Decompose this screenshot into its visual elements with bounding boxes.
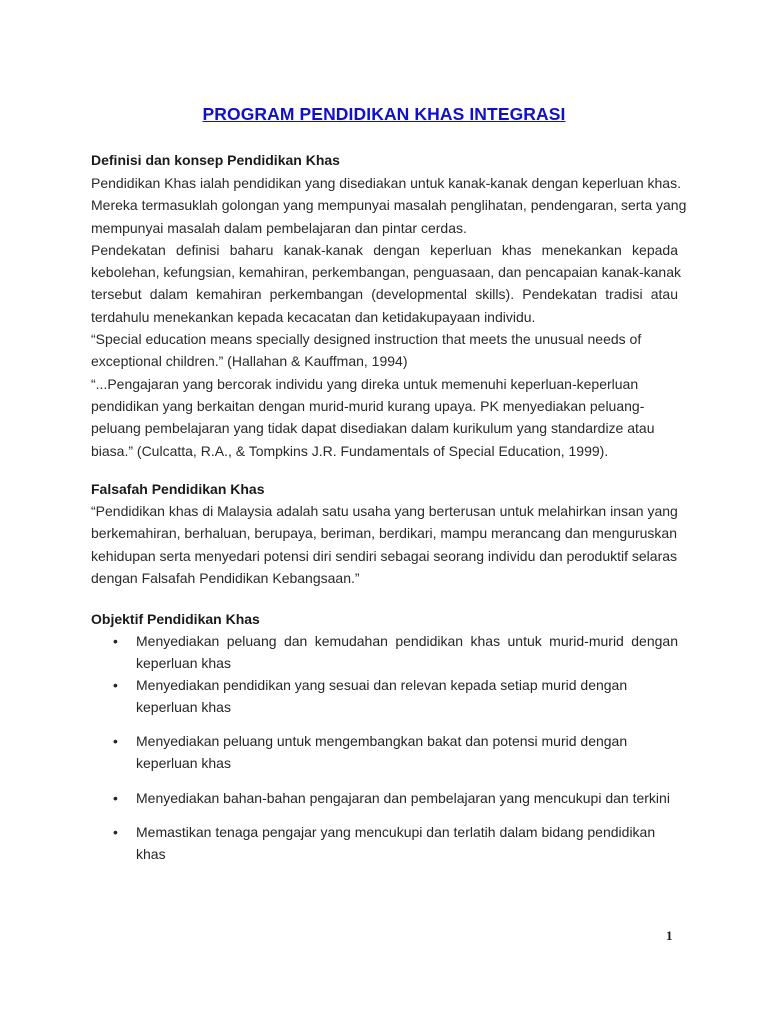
text-line: keperluan khas	[136, 755, 231, 771]
philosophy-paragraph	[91, 500, 678, 589]
text-line: Mereka termasuklah golongan yang mempunyai masalah penglihatan, pendengaran, serta yang	[91, 197, 687, 214]
list-item-text	[136, 787, 678, 809]
text-line: Pendekatan definisi baharu kanak-kanak dengan keperluan khas menekankan kepada	[91, 241, 678, 258]
definition-paragraph	[91, 172, 687, 462]
text-line: keperluan khas	[136, 655, 231, 671]
list-item-text	[136, 630, 678, 674]
list-item-text	[136, 730, 678, 774]
section-heading-objectives: Objektif Pendidikan Khas	[91, 611, 260, 627]
text-line: Memastikan tenaga pengajar yang mencukupi dan terlatih dalam bidang pendidikan	[136, 824, 656, 840]
text-line: dengan Falsafah Pendidikan Kebangsaan.”	[91, 569, 360, 586]
document-title: PROGRAM PENDIDIKAN KHAS INTEGRASI	[202, 104, 566, 124]
list-item-text	[136, 674, 678, 718]
text-line: biasa.” (Culcatta, R.A., & Tompkins J.R. Fundamentals of Special Education, 1999).	[91, 442, 609, 459]
text-line: pendidikan yang berkaitan dengan murid-murid kurang upaya. PK menyediakan peluang-	[91, 397, 645, 414]
text-line: terdahulu menekankan kepada kecacatan dan ketidakupayaan individu.	[91, 308, 536, 325]
text-line: Menyediakan pendidikan yang sesuai dan relevan kepada setiap murid dengan	[136, 677, 628, 693]
bullet-icon: •	[113, 733, 118, 749]
text-line: “...Pengajaran yang bercorak individu yang direka untuk memenuhi keperluan-keperluan	[91, 375, 639, 392]
section-heading-philosophy: Falsafah Pendidikan Khas	[91, 481, 265, 497]
text-line: khas	[136, 846, 166, 862]
bullet-icon: •	[113, 790, 118, 806]
bullet-icon: •	[113, 677, 118, 693]
text-line: berkemahiran, berhaluan, berupaya, beriman, berdikari, mampu merancang dan menguruskan	[91, 525, 677, 542]
list-item-text	[136, 821, 678, 865]
page-number: 1	[666, 928, 673, 943]
text-line: Menyediakan bahan-bahan pengajaran dan pembelajaran yang mencukupi dan terkini	[136, 790, 670, 806]
bullet-icon: •	[113, 633, 118, 649]
text-line: keperluan khas	[136, 699, 231, 715]
text-line: mempunyai masalah dalam pembelajaran dan pintar cerdas.	[91, 219, 467, 236]
text-line: “Pendidikan khas di Malaysia adalah satu usaha yang berterusan untuk melahirkan insan yang	[91, 503, 678, 519]
text-line: kehidupan serta menyedari potensi diri sendiri sebagai seorang individu dan peroduktif selaras	[91, 547, 678, 564]
text-line: Pendidikan Khas ialah pendidikan yang disediakan untuk kanak-kanak dengan keperluan khas.	[91, 175, 681, 191]
text-line: tersebut dalam kemahiran perkembangan (developmental skills). Pendekatan tradisi atau	[91, 286, 678, 303]
text-line: kebolehan, kefungsian, kemahiran, perkembangan, penguasaan, dan pencapaian kanak-kanak	[91, 264, 681, 281]
text-line: exceptional children.” (Hallahan & Kauffman, 1994)	[91, 353, 408, 370]
text-line: Menyediakan peluang untuk mengembangkan bakat dan potensi murid dengan	[136, 733, 628, 749]
text-line: peluang pembelajaran yang tidak dapat disediakan dalam kurikulum yang standardize atau	[91, 420, 655, 437]
bullet-icon: •	[113, 824, 118, 840]
text-line: Menyediakan peluang dan kemudahan pendidikan khas untuk murid-murid dengan	[136, 633, 678, 649]
text-line: “Special education means specially designed instruction that meets the unusual needs of	[91, 331, 642, 348]
section-heading-definition: Definisi dan konsep Pendidikan Khas	[91, 152, 340, 168]
